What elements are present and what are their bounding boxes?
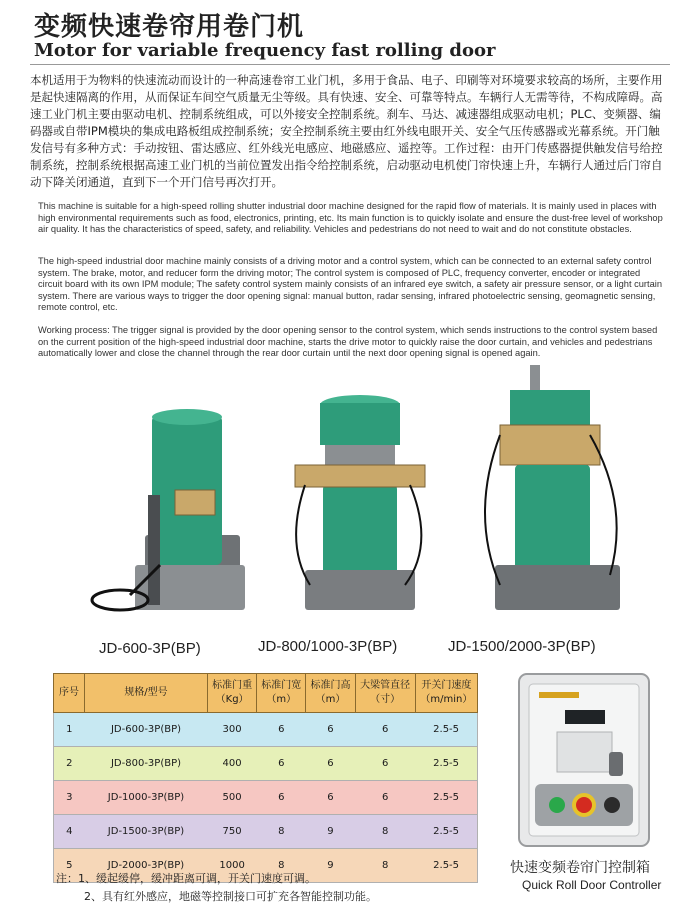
cell-height: 6 — [306, 747, 355, 781]
page-title-en: Motor for variable frequency fast rolling door — [34, 40, 496, 61]
cell-height: 9 — [306, 849, 355, 883]
cell-beam: 6 — [355, 713, 415, 747]
cell-speed: 2.5-5 — [415, 713, 477, 747]
cell-width: 6 — [257, 747, 306, 781]
intro-paragraph-en-3: Working process: The trigger signal is provided by the door opening sensor to the control system, which sends instructions to the control system based on the current position of the high-speed industrial door machine, starts the drive motor to quickly raise the door curtain, and vehicles and pedestrians automatically lower and close the channel through the rear door curtain until the next door opening signal is opened again. — [38, 325, 658, 358]
cell-index: 1 — [54, 713, 85, 747]
motor-label-1: JD-600-3P(BP) — [99, 640, 201, 657]
page-title-cn: 变频快速卷帘用卷门机 — [34, 12, 305, 42]
cell-width: 6 — [257, 713, 306, 747]
intro-paragraph-en-1: This machine is suitable for a high-speed rolling shutter industrial door machine designed for the rapid flow of materials. It is mainly used in places with high environmental requirements such as food, electronics, printing, etc. Its main function is to quickly isolate and ensure the dust-free level of workshop air quality. It has the characteristics of speed, safety, and reliability. Vehicles and pedestrians do not need to wait and do not constitute obstacles. — [38, 201, 663, 234]
note-line-2: 2、具有红外感应，地磁等控制接口可扩充各智能控制功能。 — [84, 890, 377, 903]
cell-weight: 1000 — [208, 849, 257, 883]
cell-index: 3 — [54, 781, 85, 815]
col-header-model: 规格/型号 — [85, 674, 208, 713]
cell-index: 4 — [54, 815, 85, 849]
col-header-index: 序号 — [54, 674, 85, 713]
intro-paragraph-en-2: The high-speed industrial door machine mainly consists of a driving motor and a control system, which can be connected to an external safety control system. The brake, motor, and reducer form the driving motor; The control system is composed of PLC, frequency converter, encoder or integrated circuit board with its own IPM module; The safety control system mainly consists of an infrared eye switch, a safety air pressure sensor, or a light curtain system. There are various ways to trigger the door opening signal: manual button, radar sensing, infrared photoelectric sensing, geomagnetic sensing, remote control, etc. — [38, 256, 663, 312]
table-row — [54, 713, 478, 747]
cell-height: 9 — [306, 815, 355, 849]
cell-model: JD-2000-3P(BP) — [85, 849, 208, 883]
col-header-speed: 开关门速度 （m/min） — [415, 674, 477, 713]
cell-beam: 8 — [355, 849, 415, 883]
cell-height: 6 — [306, 781, 355, 815]
cell-weight: 750 — [208, 815, 257, 849]
col-header-beam-diameter: 大梁管直径 （寸） — [355, 674, 415, 713]
cell-height: 6 — [306, 713, 355, 747]
cell-speed: 2.5-5 — [415, 849, 477, 883]
cell-model: JD-1000-3P(BP) — [85, 781, 208, 815]
spec-table — [53, 673, 478, 883]
note-line-1: 注：1、缓起缓停，缓冲距离可调，开关门速度可调。 — [56, 872, 316, 885]
cell-speed: 2.5-5 — [415, 747, 477, 781]
table-header-row — [54, 674, 478, 713]
cell-weight: 400 — [208, 747, 257, 781]
cell-width: 8 — [257, 815, 306, 849]
cell-speed: 2.5-5 — [415, 781, 477, 815]
controller-image — [517, 672, 652, 852]
cell-speed: 2.5-5 — [415, 815, 477, 849]
motor-image-jd800-1000 — [295, 395, 425, 610]
col-header-height: 标准门高 （m） — [306, 674, 355, 713]
table-row — [54, 815, 478, 849]
motor-illustrations — [70, 365, 650, 625]
cell-width: 8 — [257, 849, 306, 883]
cell-model: JD-800-3P(BP) — [85, 747, 208, 781]
cell-weight: 500 — [208, 781, 257, 815]
motor-label-2: JD-800/1000-3P(BP) — [258, 638, 398, 655]
cell-model: JD-600-3P(BP) — [85, 713, 208, 747]
motor-image-jd1500-2000 — [485, 365, 620, 610]
cell-index: 5 — [54, 849, 85, 883]
cell-beam: 8 — [355, 815, 415, 849]
cell-width: 6 — [257, 781, 306, 815]
cell-weight: 300 — [208, 713, 257, 747]
col-header-weight: 标准门重 （Kg） — [208, 674, 257, 713]
controller-label-cn: 快速变频卷帘门控制箱 — [510, 860, 650, 876]
cell-index: 2 — [54, 747, 85, 781]
controller-label-en: Quick Roll Door Controller — [522, 878, 662, 892]
table-row — [54, 747, 478, 781]
cell-beam: 6 — [355, 747, 415, 781]
intro-paragraph-cn: 本机适用于为物料的快速流动而设计的一种高速卷帘工业门机，多用于食品、电子、印刷等对环境要求较高的场所，主要作用是起快速隔离的作用，从而保证车间空气质量无尘等级。具有快速、安全、可靠等特点。车辆行人无需等待，不构成障碍。高速工业门机主要由驱动电机、控制系统组成，可以外接安全控制系统。刹车、马达、减速器组成驱动电机；PLC、变频器、编码器或自带IPM模块的集成电路板组成控制系统；安全控制系统主要由红外线电眼开关、安全气压传感器或光幕系统。开门触发信号有多种方式：手动按钮、雷达感应、红外线光电感应、地磁感应、遥控等。工作过程：由开门传感器提供触发信号给控制系统，控制系统根据高速工业门机的当前位置发出指令给控制系统，启动驱动电机使门帘快速上升，车辆行人通过后门帘自动下降关闭通道，直到下一个开门信号再次打开。 — [30, 73, 663, 189]
cell-beam: 6 — [355, 781, 415, 815]
motor-image-jd600 — [92, 409, 245, 610]
col-header-width: 标准门宽 （m） — [257, 674, 306, 713]
title-divider — [30, 64, 670, 65]
motor-label-3: JD-1500/2000-3P(BP) — [448, 638, 596, 655]
cell-model: JD-1500-3P(BP) — [85, 815, 208, 849]
table-row — [54, 781, 478, 815]
